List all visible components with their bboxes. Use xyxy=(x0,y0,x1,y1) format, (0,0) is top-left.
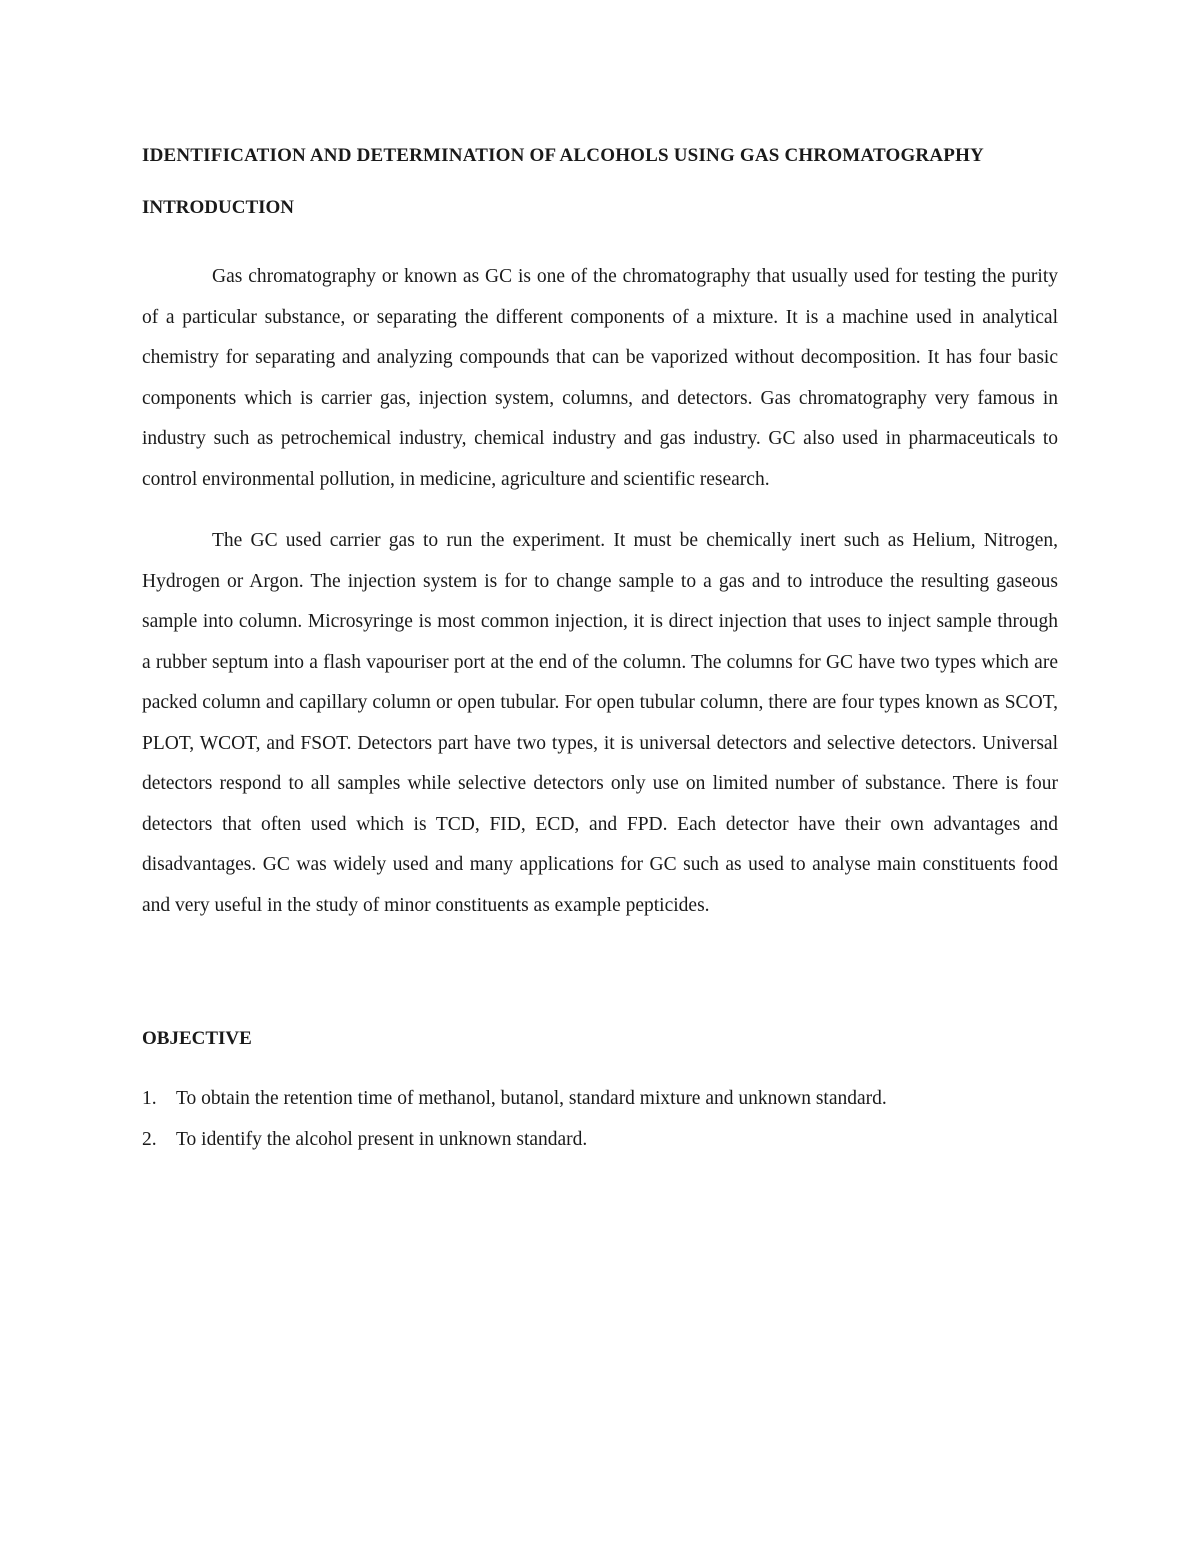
objective-heading: OBJECTIVE xyxy=(142,1028,252,1049)
objective-text: To identify the alcohol present in unknown standard. xyxy=(176,1128,588,1150)
objective-item xyxy=(142,1079,1058,1120)
objective-text: To obtain the retention time of methanol, butanol, standard mixture and unknown standard. xyxy=(176,1088,887,1109)
introduction-paragraph-2: The GC used carrier gas to run the experiment. It must be chemically inert such as Helium, Nitrogen, Hydrogen or Argon. The injection system is for to change sample to a gas and to introduce the resulting gaseous sample into column. Microsyringe is most common injection, it is direct injection that uses to inject sample through a rubber septum into a flash vapouriser port at the end of the column. The columns for GC have two types which are packed column and capillary column or open tubular. For open tubular column, there are four types known as SCOT, PLOT, WCOT, and FSOT. Detectors part have two types, it is universal detectors and selective detectors. Universal detectors respond to all samples while selective detectors only use on limited number of substance. There is four detectors that often used which is TCD, FID, ECD, and FPD. Each detector have their own advantages and disadvantages. GC was widely used and many applications for GC such as used to analyse main constituents food and very useful in the study of minor constituents as example pepticides. xyxy=(142,530,1058,916)
objective-number: 1. xyxy=(142,1088,157,1109)
introduction-heading: INTRODUCTION xyxy=(142,197,295,218)
introduction-paragraph-1: Gas chromatography or known as GC is one of the chromatography that usually used for testing the purity of a particular substance, or separating the different components of a mixture. It is a machine used in analytical chemistry for separating and analyzing compounds that can be vaporized without decomposition. It has four basic components which is carrier gas, injection system, columns, and detectors. Gas chromatography very famous in industry such as petrochemical industry, chemical industry and gas industry. GC also used in pharmaceuticals to control environmental pollution, in medicine, agriculture and scientific research. xyxy=(142,266,1058,490)
objective-number: 2. xyxy=(142,1128,157,1150)
objective-list xyxy=(142,1079,1058,1160)
document-page xyxy=(142,136,1058,1160)
objective-item xyxy=(142,1120,1058,1161)
document-title: IDENTIFICATION AND DETERMINATION OF ALCOHOLS USING GAS CHROMATOGRAPHY xyxy=(142,145,984,166)
